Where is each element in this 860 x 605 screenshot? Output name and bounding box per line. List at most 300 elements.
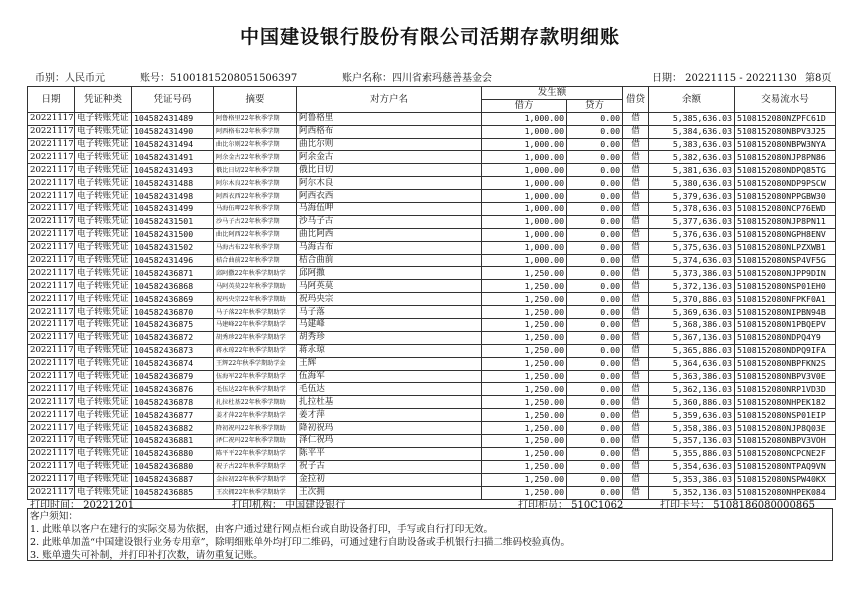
row-voucher-no: 104582436879 <box>132 370 214 383</box>
row-serial: 5108152080NJP8PN11 <box>735 215 836 228</box>
row-serial: 5108152080NJPP9DIN <box>735 267 836 280</box>
row-date: 20221117 <box>28 228 75 241</box>
row-date: 20221117 <box>28 151 75 164</box>
row-credit: 0.00 <box>567 422 623 435</box>
row-balance: 5,357,136.03 <box>649 435 735 448</box>
row-voucher-type: 电子转账凭证 <box>75 306 132 319</box>
header-serial: 交易流水号 <box>735 87 836 113</box>
row-summary: 马子落22年秋季学期助学 <box>214 306 297 319</box>
row-debit: 1,250.00 <box>482 344 567 357</box>
row-credit: 0.00 <box>567 344 623 357</box>
row-summary: 马海古布22年秋季学期 <box>214 241 297 254</box>
row-voucher-type: 电子转账凭证 <box>75 254 132 267</box>
row-voucher-no: 104582431500 <box>132 228 214 241</box>
row-serial: 5108152080N1PBQEPV <box>735 319 836 332</box>
row-debit: 1,000.00 <box>482 254 567 267</box>
table-row <box>28 293 836 306</box>
row-date: 20221117 <box>28 331 75 344</box>
row-credit: 0.00 <box>567 306 623 319</box>
row-date: 20221117 <box>28 267 75 280</box>
row-debit: 1,250.00 <box>482 396 567 409</box>
row-balance: 5,384,636.03 <box>649 125 735 138</box>
row-balance: 5,372,136.03 <box>649 280 735 293</box>
row-balance: 5,373,386.03 <box>649 267 735 280</box>
row-summary: 马建峰22年秋季学期助学 <box>214 319 297 332</box>
row-date: 20221117 <box>28 215 75 228</box>
row-credit: 0.00 <box>567 319 623 332</box>
row-voucher-type: 电子转账凭证 <box>75 435 132 448</box>
row-balance: 5,369,636.03 <box>649 306 735 319</box>
row-voucher-no: 104582431499 <box>132 203 214 216</box>
row-voucher-type: 电子转账凭证 <box>75 112 132 125</box>
row-date: 20221117 <box>28 112 75 125</box>
table-row <box>28 112 836 125</box>
row-summary: 降初祝玛22年秋季学期助 <box>214 422 297 435</box>
row-dc: 借 <box>623 447 649 460</box>
row-voucher-no: 104582431493 <box>132 164 214 177</box>
row-credit: 0.00 <box>567 164 623 177</box>
row-debit: 1,250.00 <box>482 357 567 370</box>
header-amount: 发生额 <box>482 87 623 100</box>
header-voucher-type: 凭证种类 <box>75 87 132 113</box>
row-dc: 借 <box>623 473 649 486</box>
row-serial: 5108152080NDPQ9IFA <box>735 344 836 357</box>
table-row <box>28 344 836 357</box>
row-dc: 借 <box>623 370 649 383</box>
table-row <box>28 190 836 203</box>
row-debit: 1,250.00 <box>482 473 567 486</box>
row-debit: 1,250.00 <box>482 486 567 499</box>
row-credit: 0.00 <box>567 190 623 203</box>
row-date: 20221117 <box>28 473 75 486</box>
row-voucher-type: 电子转账凭证 <box>75 125 132 138</box>
row-credit: 0.00 <box>567 460 623 473</box>
date-range: 日期： 20221115 - 20221130 <box>652 73 797 84</box>
row-summary: 王次拥22年秋季学期助学 <box>214 486 297 499</box>
row-voucher-no: 104582431498 <box>132 190 214 203</box>
row-voucher-no: 104582436875 <box>132 319 214 332</box>
header-voucher-no: 凭证号码 <box>132 87 214 113</box>
row-debit: 1,250.00 <box>482 293 567 306</box>
row-balance: 5,382,636.03 <box>649 151 735 164</box>
row-voucher-no: 104582431490 <box>132 125 214 138</box>
row-balance: 5,352,136.03 <box>649 486 735 499</box>
row-summary: 曲比尔则22年秋季学期 <box>214 138 297 151</box>
table-row <box>28 357 836 370</box>
row-voucher-type: 电子转账凭证 <box>75 396 132 409</box>
row-voucher-type: 电子转账凭证 <box>75 331 132 344</box>
row-debit: 1,000.00 <box>482 138 567 151</box>
row-dc: 借 <box>623 357 649 370</box>
row-serial: 5108152080NIPBN94B <box>735 306 836 319</box>
table-row <box>28 435 836 448</box>
account-number: 账号：51001815208051506397 <box>140 73 298 84</box>
row-voucher-type: 电子转账凭证 <box>75 215 132 228</box>
notes-heading: 客户须知： <box>30 511 78 522</box>
row-debit: 1,000.00 <box>482 177 567 190</box>
row-counterparty: 阿西衣西 <box>297 190 482 203</box>
row-serial: 5108152080NDP9PSCW <box>735 177 836 190</box>
row-voucher-no: 104582436873 <box>132 344 214 357</box>
row-counterparty: 马子落 <box>297 306 482 319</box>
row-dc: 借 <box>623 396 649 409</box>
header-dc: 借贷 <box>623 87 649 113</box>
row-counterparty: 毛伍达 <box>297 383 482 396</box>
row-date: 20221117 <box>28 254 75 267</box>
row-serial: 5108152080NSPW40KX <box>735 473 836 486</box>
row-credit: 0.00 <box>567 435 623 448</box>
row-date: 20221117 <box>28 370 75 383</box>
row-summary: 伍海军22年秋季学期助学 <box>214 370 297 383</box>
row-dc: 借 <box>623 138 649 151</box>
row-summary: 沙马子古22年秋季学期 <box>214 215 297 228</box>
row-counterparty: 阿余金古 <box>297 151 482 164</box>
row-dc: 借 <box>623 486 649 499</box>
row-summary: 毛伍达22年秋季学期助学 <box>214 383 297 396</box>
row-debit: 1,000.00 <box>482 151 567 164</box>
row-balance: 5,358,386.03 <box>649 422 735 435</box>
row-serial: 5108152080NSP01EIP <box>735 409 836 422</box>
transaction-table <box>27 86 836 500</box>
row-debit: 1,000.00 <box>482 241 567 254</box>
row-date: 20221117 <box>28 409 75 422</box>
row-summary: 俄比日切22年秋季学期 <box>214 164 297 177</box>
row-debit: 1,250.00 <box>482 409 567 422</box>
row-serial: 5108152080NHPEK084 <box>735 486 836 499</box>
row-voucher-no: 104582436869 <box>132 293 214 306</box>
row-balance: 5,364,636.03 <box>649 357 735 370</box>
row-serial: 5108152080NJP8PN86 <box>735 151 836 164</box>
row-counterparty: 马海古布 <box>297 241 482 254</box>
row-balance: 5,368,386.03 <box>649 319 735 332</box>
row-counterparty: 祝玛央宗 <box>297 293 482 306</box>
row-date: 20221117 <box>28 203 75 216</box>
table-row <box>28 460 836 473</box>
row-voucher-type: 电子转账凭证 <box>75 473 132 486</box>
row-counterparty: 金拉初 <box>297 473 482 486</box>
row-voucher-no: 104582436872 <box>132 331 214 344</box>
row-date: 20221117 <box>28 422 75 435</box>
row-voucher-type: 电子转账凭证 <box>75 151 132 164</box>
table-row <box>28 151 836 164</box>
row-summary: 阿西衣西22年秋季学期 <box>214 190 297 203</box>
header-balance: 余额 <box>649 87 735 113</box>
row-summary: 阿尔木良22年秋季学期 <box>214 177 297 190</box>
row-serial: 5108152080NSP4VF5G <box>735 254 836 267</box>
row-dc: 借 <box>623 164 649 177</box>
row-voucher-no: 104582436876 <box>132 383 214 396</box>
account-name: 账户名称：四川省索玛慈善基金会 <box>342 73 492 84</box>
row-dc: 借 <box>623 203 649 216</box>
row-dc: 借 <box>623 177 649 190</box>
row-credit: 0.00 <box>567 293 623 306</box>
row-voucher-no: 104582431491 <box>132 151 214 164</box>
row-voucher-no: 104582436881 <box>132 435 214 448</box>
table-row <box>28 228 836 241</box>
row-dc: 借 <box>623 254 649 267</box>
row-voucher-no: 104582431494 <box>132 138 214 151</box>
row-dc: 借 <box>623 319 649 332</box>
row-credit: 0.00 <box>567 125 623 138</box>
row-credit: 0.00 <box>567 267 623 280</box>
row-serial: 5108152080NCPCNE2F <box>735 447 836 460</box>
table-row <box>28 241 836 254</box>
row-counterparty: 胡秀珍 <box>297 331 482 344</box>
row-voucher-type: 电子转账凭证 <box>75 138 132 151</box>
row-summary: 泽仁祝玛22年秋季学期助 <box>214 435 297 448</box>
print-time: 打印时间： 20221201 <box>30 500 135 511</box>
table-row <box>28 280 836 293</box>
row-voucher-type: 电子转账凭证 <box>75 228 132 241</box>
row-credit: 0.00 <box>567 177 623 190</box>
row-counterparty: 马建峰 <box>297 319 482 332</box>
row-serial: 5108152080NZPFC61D <box>735 112 836 125</box>
row-dc: 借 <box>623 435 649 448</box>
row-date: 20221117 <box>28 306 75 319</box>
row-balance: 5,354,636.03 <box>649 460 735 473</box>
row-voucher-no: 104582436877 <box>132 409 214 422</box>
row-debit: 1,000.00 <box>482 190 567 203</box>
row-voucher-type: 电子转账凭证 <box>75 357 132 370</box>
row-summary: 陈平平22年秋季学期助学 <box>214 447 297 460</box>
row-serial: 5108152080NSP01EH0 <box>735 280 836 293</box>
row-voucher-type: 电子转账凭证 <box>75 280 132 293</box>
row-debit: 1,250.00 <box>482 435 567 448</box>
table-row <box>28 409 836 422</box>
row-voucher-no: 104582436887 <box>132 473 214 486</box>
row-debit: 1,000.00 <box>482 125 567 138</box>
print-org: 打印机构： 中国建设银行 <box>232 500 346 511</box>
table-row <box>28 254 836 267</box>
row-debit: 1,250.00 <box>482 460 567 473</box>
row-summary: 邱阿撒22年秋季学期助学 <box>214 267 297 280</box>
row-voucher-no: 104582436880 <box>132 447 214 460</box>
row-counterparty: 祝子古 <box>297 460 482 473</box>
row-debit: 1,000.00 <box>482 164 567 177</box>
row-voucher-no: 104582436871 <box>132 267 214 280</box>
row-voucher-no: 104582431501 <box>132 215 214 228</box>
row-dc: 借 <box>623 409 649 422</box>
row-credit: 0.00 <box>567 383 623 396</box>
row-voucher-no: 104582436882 <box>132 422 214 435</box>
row-debit: 1,250.00 <box>482 280 567 293</box>
row-voucher-type: 电子转账凭证 <box>75 409 132 422</box>
row-counterparty: 曲比尔则 <box>297 138 482 151</box>
row-serial: 5108152080NDPQ85TG <box>735 164 836 177</box>
row-summary: 曲比阿西22年秋季学期 <box>214 228 297 241</box>
row-balance: 5,362,136.03 <box>649 383 735 396</box>
row-voucher-type: 电子转账凭证 <box>75 203 132 216</box>
row-counterparty: 马海伍呷 <box>297 203 482 216</box>
row-summary: 蒋永琼22年秋季学期助学 <box>214 344 297 357</box>
row-voucher-type: 电子转账凭证 <box>75 383 132 396</box>
row-counterparty: 沙马子古 <box>297 215 482 228</box>
notes-item: 3. 账单遗失可补制，并打印补打次数，请勿重复记账。 <box>30 550 263 561</box>
row-serial: 5108152080NBPW3NYA <box>735 138 836 151</box>
row-date: 20221117 <box>28 177 75 190</box>
row-debit: 1,000.00 <box>482 215 567 228</box>
row-credit: 0.00 <box>567 228 623 241</box>
row-voucher-no: 104582436874 <box>132 357 214 370</box>
row-debit: 1,000.00 <box>482 203 567 216</box>
table-row <box>28 447 836 460</box>
row-date: 20221117 <box>28 241 75 254</box>
row-voucher-type: 电子转账凭证 <box>75 447 132 460</box>
table-row <box>28 306 836 319</box>
page-number: 第8页 <box>805 73 832 84</box>
row-balance: 5,379,636.03 <box>649 190 735 203</box>
row-counterparty: 阿鲁格里 <box>297 112 482 125</box>
row-debit: 1,250.00 <box>482 331 567 344</box>
row-credit: 0.00 <box>567 280 623 293</box>
header-credit: 贷方 <box>567 99 623 112</box>
row-serial: 5108152080NBPV3V0E <box>735 370 836 383</box>
row-balance: 5,378,636.03 <box>649 203 735 216</box>
row-serial: 5108152080NDPQ4Y9 <box>735 331 836 344</box>
row-summary: 桔合曲前22年秋季学期 <box>214 254 297 267</box>
row-voucher-type: 电子转账凭证 <box>75 241 132 254</box>
row-balance: 5,377,636.03 <box>649 215 735 228</box>
row-balance: 5,385,636.03 <box>649 112 735 125</box>
row-voucher-type: 电子转账凭证 <box>75 164 132 177</box>
row-summary: 马阿英莫22年秋季学期助 <box>214 280 297 293</box>
row-balance: 5,380,636.03 <box>649 177 735 190</box>
row-credit: 0.00 <box>567 241 623 254</box>
row-voucher-no: 104582431489 <box>132 112 214 125</box>
row-voucher-no: 104582436878 <box>132 396 214 409</box>
row-debit: 1,250.00 <box>482 319 567 332</box>
row-dc: 借 <box>623 151 649 164</box>
row-summary: 阿余金古22年秋季学期 <box>214 151 297 164</box>
row-voucher-type: 电子转账凭证 <box>75 370 132 383</box>
row-debit: 1,000.00 <box>482 228 567 241</box>
row-serial: 5108152080NCP76EWD <box>735 203 836 216</box>
header-summary: 摘要 <box>214 87 297 113</box>
row-counterparty: 曲比阿西 <box>297 228 482 241</box>
row-balance: 5,374,636.03 <box>649 254 735 267</box>
row-dc: 借 <box>623 112 649 125</box>
row-debit: 1,250.00 <box>482 370 567 383</box>
row-serial: 5108152080NHPEK182 <box>735 396 836 409</box>
row-date: 20221117 <box>28 164 75 177</box>
row-date: 20221117 <box>28 486 75 499</box>
row-date: 20221117 <box>28 435 75 448</box>
table-row <box>28 215 836 228</box>
row-summary: 马海伍呷22年秋季学期 <box>214 203 297 216</box>
row-summary: 祝子古22年秋季学期助学 <box>214 460 297 473</box>
row-summary: 姜才萍22年秋季学期助学 <box>214 409 297 422</box>
row-counterparty: 俄比日切 <box>297 164 482 177</box>
row-counterparty: 蒋永琼 <box>297 344 482 357</box>
row-date: 20221117 <box>28 344 75 357</box>
row-date: 20221117 <box>28 357 75 370</box>
row-dc: 借 <box>623 293 649 306</box>
row-serial: 5108152080NPPGBW30 <box>735 190 836 203</box>
row-dc: 借 <box>623 215 649 228</box>
row-date: 20221117 <box>28 447 75 460</box>
row-credit: 0.00 <box>567 331 623 344</box>
row-voucher-type: 电子转账凭证 <box>75 319 132 332</box>
row-summary: 祝玛央宗22年秋季学期助 <box>214 293 297 306</box>
row-dc: 借 <box>623 280 649 293</box>
row-serial: 5108152080NBPV3VOH <box>735 435 836 448</box>
row-credit: 0.00 <box>567 203 623 216</box>
row-balance: 5,381,636.03 <box>649 164 735 177</box>
page-title: 中国建设银行股份有限公司活期存款明细账 <box>239 26 620 48</box>
row-credit: 0.00 <box>567 396 623 409</box>
currency-label: 币别：人民币元 <box>35 73 105 84</box>
row-counterparty: 邱阿撒 <box>297 267 482 280</box>
row-debit: 1,250.00 <box>482 383 567 396</box>
row-voucher-no: 104582431496 <box>132 254 214 267</box>
row-dc: 借 <box>623 228 649 241</box>
row-voucher-no: 104582431502 <box>132 241 214 254</box>
row-balance: 5,375,636.03 <box>649 241 735 254</box>
row-dc: 借 <box>623 344 649 357</box>
row-dc: 借 <box>623 383 649 396</box>
row-balance: 5,383,636.03 <box>649 138 735 151</box>
row-serial: 5108152080NBPFKN2S <box>735 357 836 370</box>
row-dc: 借 <box>623 241 649 254</box>
row-date: 20221117 <box>28 125 75 138</box>
row-summary: 金拉初22年秋季学期助学 <box>214 473 297 486</box>
row-balance: 5,359,636.03 <box>649 409 735 422</box>
table-row <box>28 396 836 409</box>
row-credit: 0.00 <box>567 112 623 125</box>
table-row <box>28 383 836 396</box>
row-date: 20221117 <box>28 190 75 203</box>
row-voucher-no: 104582436880 <box>132 460 214 473</box>
row-counterparty: 陈平平 <box>297 447 482 460</box>
table-row <box>28 319 836 332</box>
row-voucher-type: 电子转账凭证 <box>75 486 132 499</box>
row-counterparty: 马阿英莫 <box>297 280 482 293</box>
row-date: 20221117 <box>28 138 75 151</box>
row-summary: 阿西格布22年秋季学期 <box>214 125 297 138</box>
row-voucher-type: 电子转账凭证 <box>75 190 132 203</box>
row-credit: 0.00 <box>567 486 623 499</box>
row-dc: 借 <box>623 125 649 138</box>
row-serial: 5108152080NRP1VD3D <box>735 383 836 396</box>
table-row <box>28 370 836 383</box>
row-voucher-no: 104582436885 <box>132 486 214 499</box>
table-row <box>28 422 836 435</box>
notes-item: 2. 此账单加盖“中国建设银行业务专用章”，除明细账单外均打印二维码，可通过建行自助设备或手机银行扫描二维码校验真伪。 <box>30 537 571 548</box>
notes-item: 1. 此账单以客户在建行的实际交易为依据，由客户通过建行网点柜台或自助设备打印，手写或自行打印无效。 <box>30 524 494 535</box>
row-counterparty: 降初祝玛 <box>297 422 482 435</box>
row-debit: 1,250.00 <box>482 447 567 460</box>
row-credit: 0.00 <box>567 357 623 370</box>
row-counterparty: 阿尔木良 <box>297 177 482 190</box>
row-credit: 0.00 <box>567 447 623 460</box>
row-voucher-type: 电子转账凭证 <box>75 344 132 357</box>
header-date: 日期 <box>28 87 75 113</box>
row-balance: 5,367,136.03 <box>649 331 735 344</box>
table-row <box>28 138 836 151</box>
print-counter: 打印柜员： 510C1062 <box>518 500 624 511</box>
row-date: 20221117 <box>28 293 75 306</box>
print-card: 打印卡号： 5108186080000865 <box>660 500 815 511</box>
row-credit: 0.00 <box>567 254 623 267</box>
row-voucher-type: 电子转账凭证 <box>75 177 132 190</box>
row-balance: 5,370,886.03 <box>649 293 735 306</box>
row-summary: 王辉22年秋季学期助学金 <box>214 357 297 370</box>
row-voucher-no: 104582431488 <box>132 177 214 190</box>
table-row <box>28 203 836 216</box>
row-serial: 5108152080NBPV3J25 <box>735 125 836 138</box>
row-counterparty: 伍海军 <box>297 370 482 383</box>
row-debit: 1,000.00 <box>482 112 567 125</box>
